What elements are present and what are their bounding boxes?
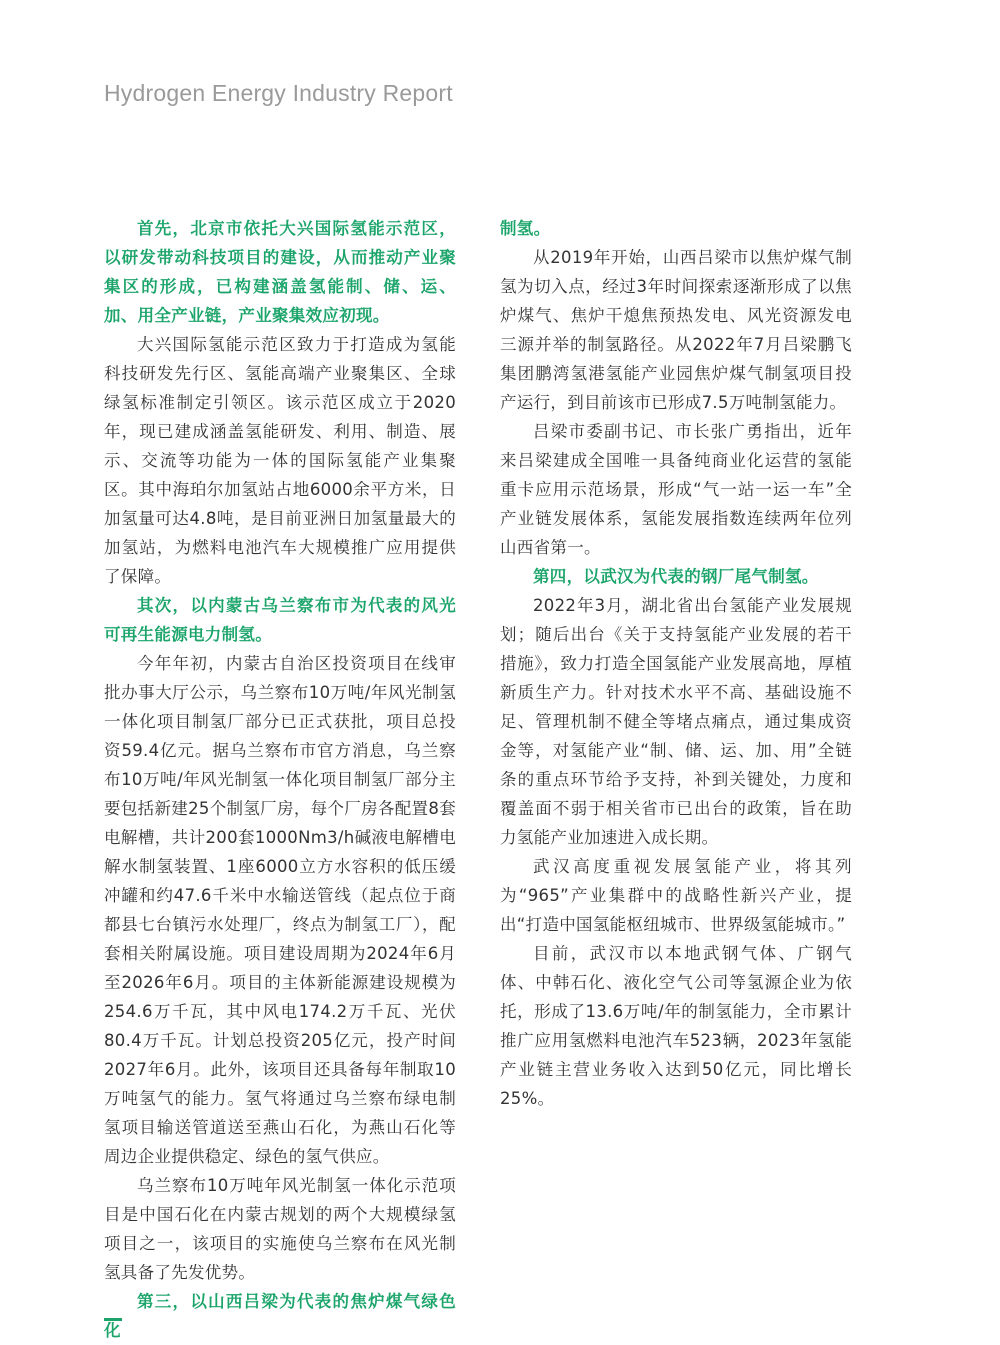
paragraph-wuhan-965: 武汉高度重视发展氢能产业，将其列为“965”产业集群中的战略性新兴产业，提出“打造中国氢能枢纽城市、世界级氢能城市。”	[500, 857, 852, 934]
page-number-mark	[104, 1318, 122, 1321]
paragraph-ulanqab-sinopec: 乌兰察布10万吨年风光制氢一体化示范项目是中国石化在内蒙古规划的两个大规模绿氢项目之一，该项目的实施使乌兰察布在风光制氢具备了先发优势。	[104, 1176, 456, 1282]
section-heading-wuhan: 第四，以武汉为代表的钢厂尾气制氢。	[533, 567, 819, 586]
paragraph-wuhan-capacity: 目前，武汉市以本地武钢气体、广钢气体、中韩石化、液化空气公司等氢源企业为依托，形成了13.6万吨/年的制氢能力，全市累计推广应用氢燃料电池汽车523辆，2023年氢能产业链主营业务收入达到50亿元，同比增长25%。	[500, 944, 852, 1108]
report-header-title: Hydrogen Energy Industry Report	[104, 80, 453, 106]
paragraph-lvliang-path: 从2019年开始，山西吕梁市以焦炉煤气制氢为切入点，经过3年时间探索逐渐形成了以焦炉煤气、焦炉干熄焦预热发电、风光资源发电三源并举的制氢路径。从2022年7月吕梁鹏飞集团鹏湾氢港氢能产业园焦炉煤气制氢项目投产运行，到目前该市已形成7.5万吨制氢能力。	[500, 248, 852, 412]
section-heading-lvliang-cont: 制氢。	[500, 219, 551, 238]
section-heading-beijing: 首先，北京市依托大兴国际氢能示范区，以研发带动科技项目的建设，从而推动产业聚集区的形成，已构建涵盖氢能制、储、运、加、用全产业链，产业聚集效应初现。	[104, 219, 456, 325]
right-text-column	[500, 214, 852, 1113]
paragraph-daxing: 大兴国际氢能示范区致力于打造成为氢能科技研发先行区、氢能高端产业聚集区、全球绿氢标准制定引领区。该示范区成立于2020年，现已建成涵盖氢能研发、利用、制造、展示、交流等功能为一体的国际氢能产业集聚区。其中海珀尔加氢站占地6000余平方米，日加氢量可达4.8吨，是目前亚洲日加氢量最大的加氢站，为燃料电池汽车大规模推广应用提供了保障。	[104, 335, 456, 586]
left-text-column	[104, 214, 456, 1345]
paragraph-ulanqab-project: 今年年初，内蒙古自治区投资项目在线审批办事大厅公示，乌兰察布10万吨/年风光制氢一体化项目制氢厂部分已正式获批，项目总投资59.4亿元。据乌兰察布市官方消息，乌兰察布10万吨/年风光制氢一体化项目制氢厂部分主要包括新建25个制氢厂房，每个厂房各配置8套电解槽，共计200套1000Nm3/h碱液电解槽电解水制氢装置、1座6000立方水容积的低压缓冲罐和约47.6千米中水输送管线（起点位于商都县七台镇污水处理厂，终点为制氢工厂），配套相关附属设施。项目建设周期为2024年6月至2026年6月。项目的主体新能源建设规模为254.6万千瓦，其中风电174.2万千瓦、光伏80.4万千瓦。计划总投资205亿元，投产时间2027年6月。此外，该项目还具备每年制取10万吨氢气的能力。氢气将通过乌兰察布绿电制氢项目输送管道送至燕山石化，为燕山石化等周边企业提供稳定、绿色的氢气供应。	[104, 654, 456, 1166]
section-heading-ulanqab: 其次，以内蒙古乌兰察布市为代表的风光可再生能源电力制氢。	[104, 596, 456, 644]
section-heading-lvliang: 第三，以山西吕梁为代表的焦炉煤气绿色化	[104, 1292, 456, 1340]
paragraph-lvliang-mayor: 吕梁市委副书记、市长张广勇指出，近年来吕梁建成全国唯一具备纯商业化运营的氢能重卡应用示范场景，形成“气一站一运一车”全产业链发展体系，氢能发展指数连续两年位列山西省第一。	[500, 422, 852, 557]
paragraph-hubei-plan: 2022年3月，湖北省出台氢能产业发展规划；随后出台《关于支持氢能产业发展的若干措施》，致力打造全国氢能产业发展高地，厚植新质生产力。针对技术水平不高、基础设施不足、管理机制不健全等堵点痛点，通过集成资金等，对氢能产业“制、储、运、加、用”全链条的重点环节给予支持，补到关键处，力度和覆盖面不弱于相关省市已出台的政策，旨在助力氢能产业加速进入成长期。	[500, 596, 852, 847]
